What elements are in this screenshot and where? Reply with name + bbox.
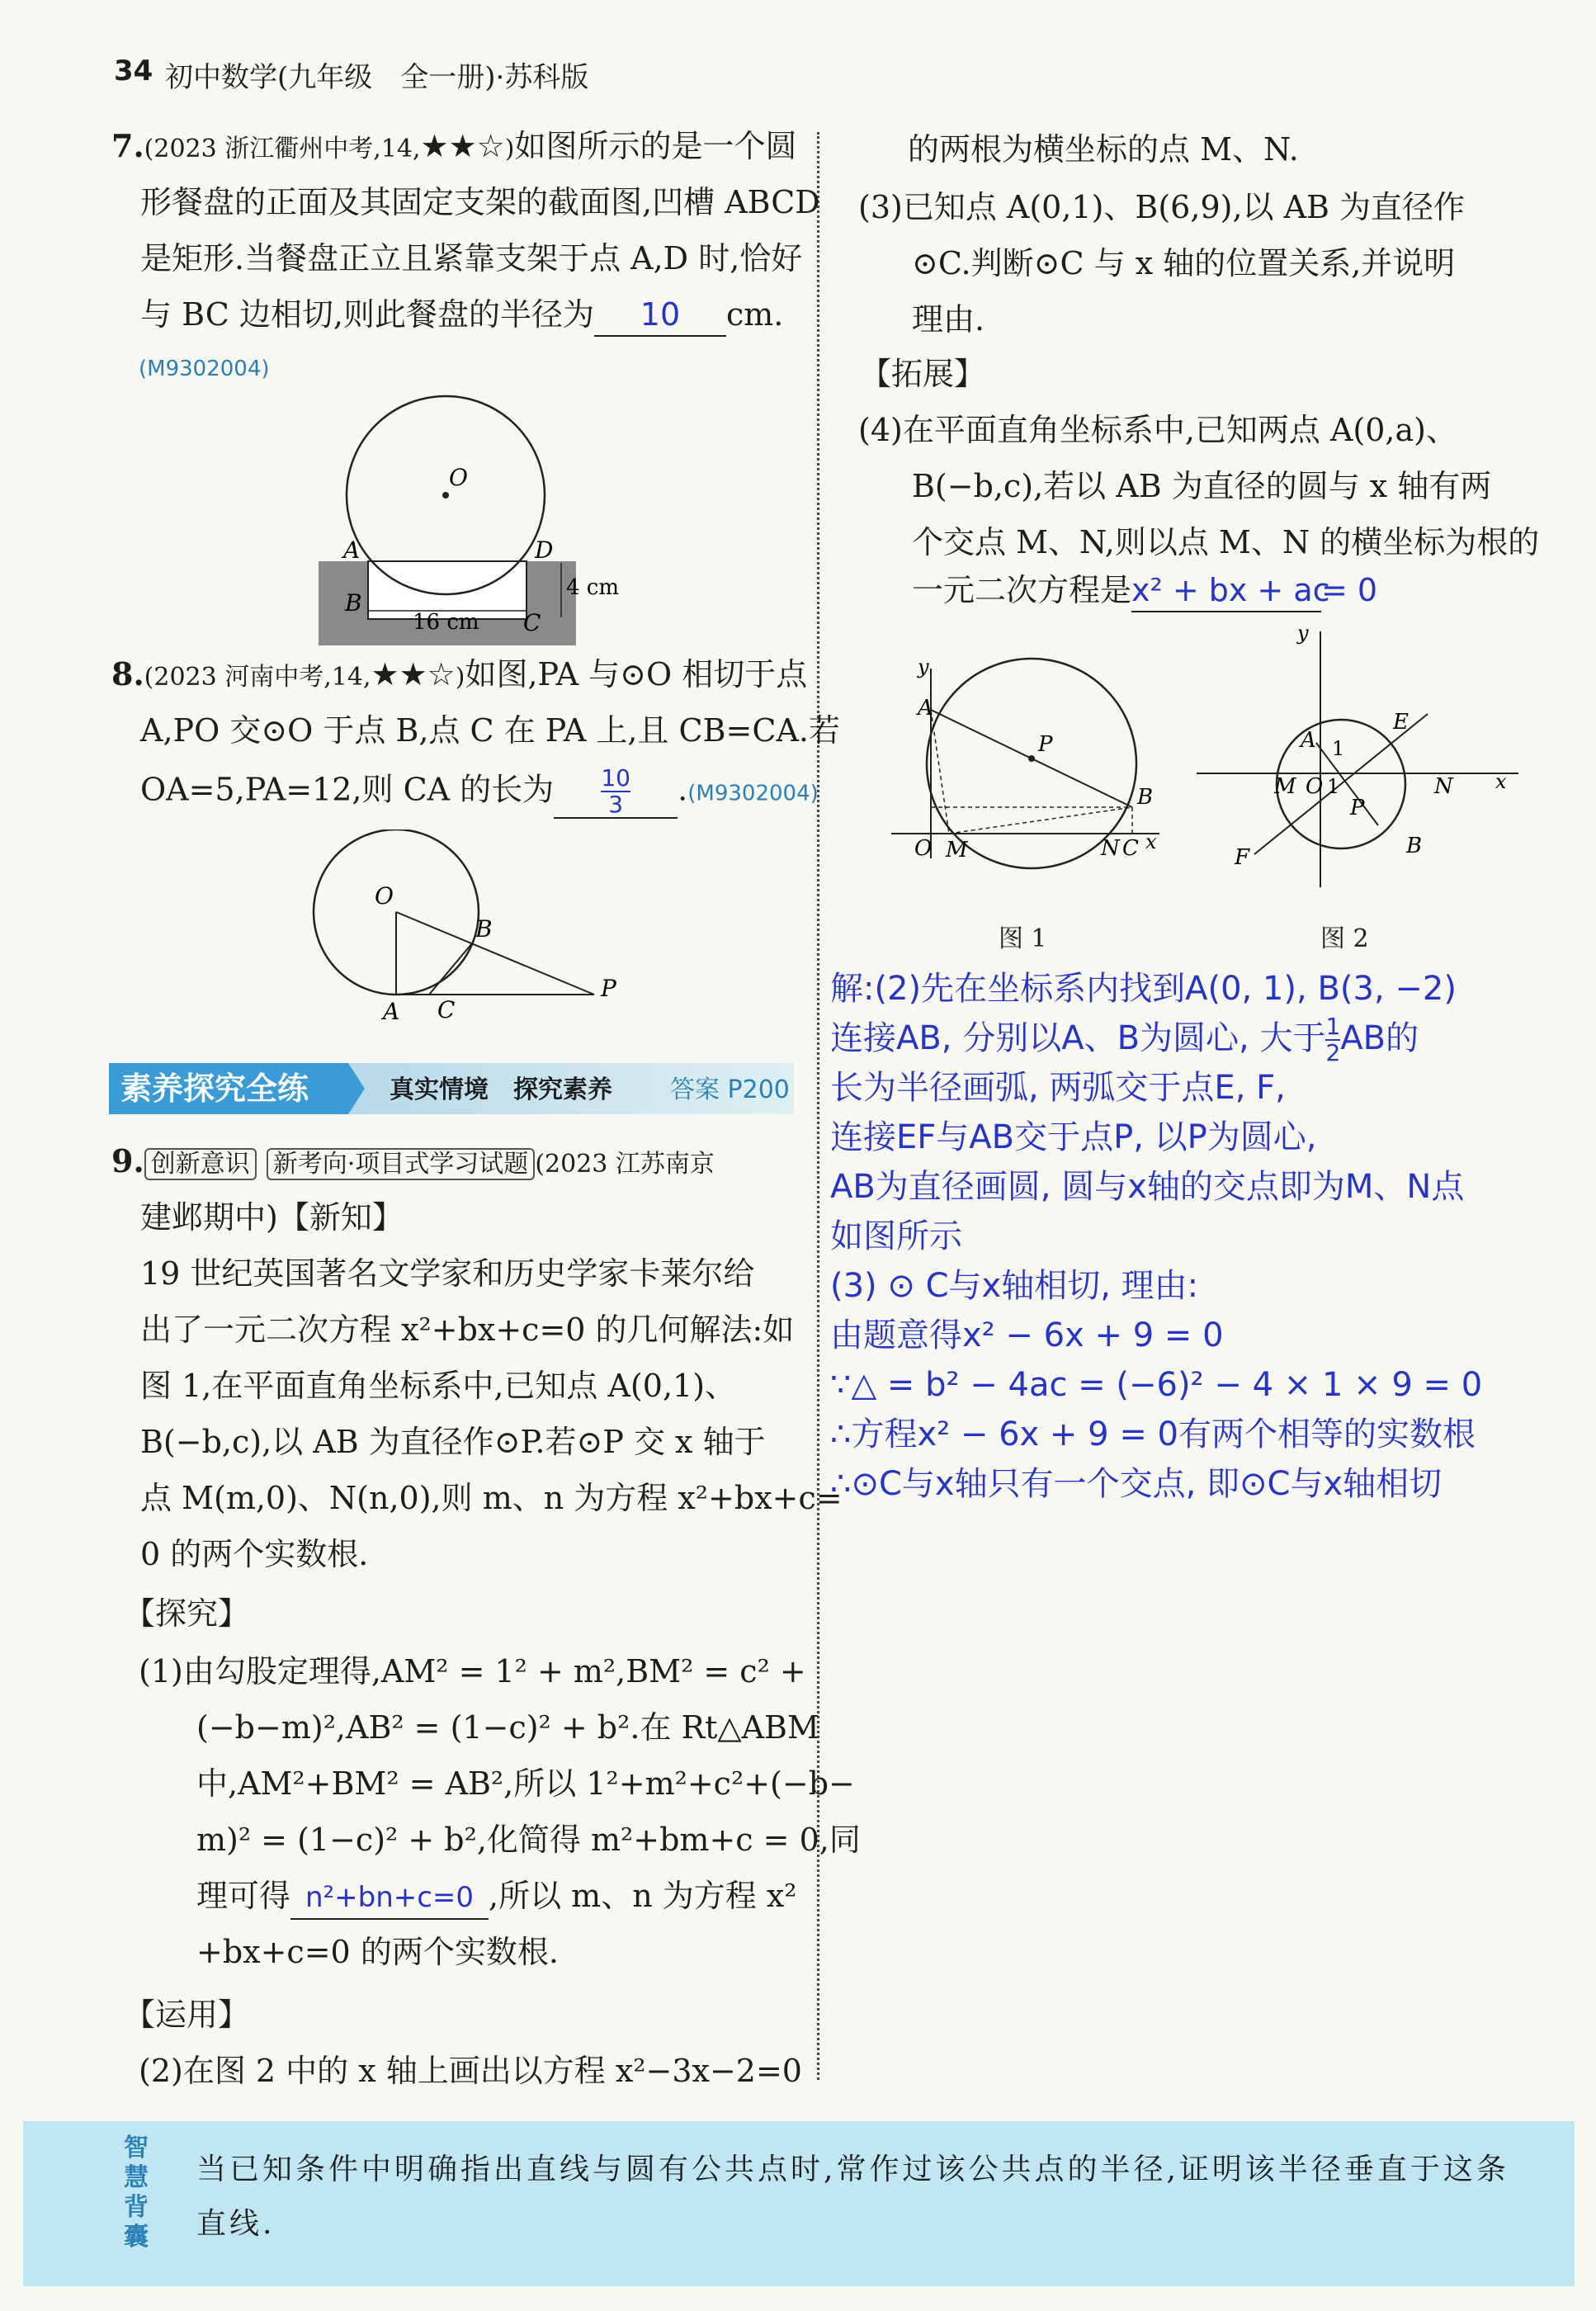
q9-p5: 点 M(m,0)、N(n,0),则 m、n 为方程 x²+bx+c= [140, 1480, 843, 1516]
solution-line-1: 解:(2)先在坐标系内找到A(0, 1), B(3, −2) [830, 970, 1457, 1008]
q9-q3-2: ⊙C.判断⊙C 与 x 轴的位置关系,并说明 [912, 245, 1456, 281]
q7-unit: cm. [725, 296, 784, 333]
solution-line-8: 由题意得x² − 6x + 9 = 0 [830, 1316, 1224, 1354]
solution-frac-den: 2 [1325, 1039, 1341, 1066]
fig2-label-a: A [1301, 728, 1316, 753]
q7-label-a: A [343, 536, 361, 564]
solution-line-2-text: 连接AB, 分别以A、B为圆心, 大于 [830, 1019, 1326, 1057]
fig2-label-f: F [1235, 845, 1250, 870]
q9-tag-1: 创新意识 [144, 1148, 257, 1180]
q8-text-2: A,PO 交⊙O 于点 B,点 C 在 PA 上,且 CB=CA.若 [140, 712, 840, 749]
fig1-center-dot [1028, 755, 1035, 762]
banner-answer-ref: 答案 P200 [670, 1075, 790, 1104]
banner-title: 素养探究全练 [120, 1070, 309, 1107]
solution-line-7: (3) ⊙ C与x轴相切, 理由: [830, 1267, 1199, 1305]
fig2-label-o: O [1306, 774, 1324, 799]
q9-q3-1: (3)已知点 A(0,1)、B(6,9),以 AB 为直径作 [858, 189, 1466, 225]
banner-subtitle-2: 探究素养 [513, 1075, 612, 1104]
q8-answer-num: 10 [601, 764, 630, 792]
solution-frac-num: 1 [1325, 1013, 1341, 1040]
fig1-label-b: B [1137, 785, 1154, 810]
q9-use-heading: 【运用】 [124, 1997, 250, 2033]
fig1-label-n: N [1101, 836, 1120, 861]
q9-u2: 的两根为横坐标的点 M、N. [908, 131, 1299, 168]
q9-line-1 [111, 1141, 715, 1185]
q7-text-3: 是矩形.当餐盘正立且紧靠支架于点 A,D 时,恰好 [140, 240, 803, 276]
q8-cb [429, 943, 472, 995]
q9-figure-1 [875, 652, 1172, 891]
q9-q4-answer: x² + bx + ac [1131, 569, 1321, 612]
fig1-label-p: P [1038, 732, 1053, 757]
q9-e5-answer: n²+bn+c=0 [290, 1877, 489, 1920]
fig2-label-n: N [1434, 774, 1453, 799]
q9-p6: 0 的两个实数根. [140, 1536, 369, 1572]
q8-line-3 [140, 766, 819, 819]
q7-number: 7. [111, 127, 144, 164]
q7-text-4: 与 BC 边相切,则此餐盘的半径为 [140, 296, 594, 333]
q8-code: (M9302004) [687, 781, 819, 806]
q9-e3: 中,AM²+BM² = AB²,所以 1²+m²+c²+(−b− [196, 1765, 855, 1802]
q7-text-2: 形餐盘的正面及其固定支架的截面图,凹槽 ABCD [140, 184, 820, 220]
q9-extend-heading: 【拓展】 [860, 356, 986, 392]
q8-text-1: 如图,PA 与⊙O 相切于点 [465, 656, 808, 692]
q9-p4: B(−b,c),以 AB 为直径作⊙P.若⊙P 交 x 轴于 [140, 1424, 766, 1460]
q7-figure [314, 388, 644, 652]
q8-label-p: P [601, 975, 616, 1002]
q9-q4-2: B(−b,c),若以 AB 为直径的圆与 x 轴有两 [912, 468, 1492, 504]
q9-number: 9. [111, 1142, 144, 1179]
q7-text-1: 如图所示的是一个圆 [514, 128, 797, 164]
q7-center-dot [442, 492, 449, 499]
fig1-label-y: y [918, 655, 929, 678]
q9-tag-2: 新考向·项目式学习试题 [267, 1148, 536, 1180]
solution-line-3: 长为半径画弧, 两弧交于点E, F, [830, 1069, 1286, 1107]
q8-line-1 [111, 654, 807, 698]
fig2-ab [1316, 743, 1378, 825]
q9-q4-4 [912, 569, 1377, 612]
q8-number: 8. [111, 655, 144, 692]
q8-text-3: OA=5,PA=12,则 CA 的长为 [140, 771, 555, 808]
solution-line-5: AB为直径画圆, 圆与x轴的交点即为M、N点 [830, 1168, 1465, 1206]
solution-line-9: ∵△ = b² − 4ac = (−6)² − 4 × 1 × 9 = 0 [830, 1366, 1483, 1404]
fig2-label-m: M [1274, 774, 1296, 799]
q7-line-1 [111, 125, 796, 170]
q9-source-1: (2023 江苏南京 [535, 1150, 715, 1179]
q7-source-end: ) [504, 135, 515, 163]
q8-label-b: B [475, 915, 493, 943]
q8-label-c: C [437, 996, 456, 1019]
q7-height-label: 4 cm [566, 575, 620, 600]
q7-label-c: C [523, 609, 541, 636]
solution-line-6: 如图所示 [830, 1217, 962, 1255]
solution-line-2 [830, 1014, 1419, 1066]
banner-subtitle-1: 真实情境 [390, 1075, 489, 1104]
q7-label-o: O [449, 464, 468, 491]
q9-e5-rest: ,所以 m、n 为方程 x² [489, 1878, 797, 1914]
fig1-label-x: x [1145, 830, 1157, 853]
q9-e4: m)² = (1−c)² + b²,化简得 m²+bm+c = 0,同 [196, 1822, 861, 1858]
q9-e2: (−b−m)²,AB² = (1−c)² + b².在 Rt△ABM [196, 1709, 819, 1746]
q9-p2: 出了一元二次方程 x²+bx+c=0 的几何解法:如 [140, 1311, 795, 1348]
fig2-label-x: x [1495, 770, 1507, 793]
tip-label: 智慧背囊 [124, 2134, 149, 2252]
q7-source: (2023 浙江衢州中考,14, [144, 135, 421, 163]
fig1-label-m: M [946, 838, 968, 862]
tip-text: 当已知条件中明确指出直线与圆有公共点时,常作过该公共点的半径,证明该半径垂直于这条直线. [196, 2153, 1509, 2241]
q9-e5 [196, 1875, 797, 1920]
q9-q3-3: 理由. [912, 301, 985, 338]
fig1-label-c: C [1122, 836, 1139, 861]
page-number: 34 [114, 54, 153, 87]
q9-source-2: 建邺期中)【新知】 [140, 1199, 404, 1236]
solution-line-11: ∴⊙C与x轴只有一个交点, 即⊙C与x轴相切 [830, 1465, 1443, 1503]
q8-op [396, 912, 594, 995]
q9-e1: (1)由勾股定理得,AM² = 1² + m²,BM² = c² + [139, 1653, 806, 1690]
q9-e6: +bx+c=0 的两个实数根. [196, 1934, 559, 1970]
fig2-label-p: P [1350, 796, 1365, 820]
q8-figure [305, 829, 635, 1019]
q7-code: (M9302004) [139, 357, 270, 381]
q8-source-end: ) [455, 663, 465, 692]
book-title: 初中数学(九年级 全一册)·苏科版 [165, 61, 589, 94]
fig2-label-b: B [1406, 834, 1423, 858]
solution-line-10: ∴方程x² − 6x + 9 = 0有两个相等的实数根 [830, 1415, 1476, 1453]
q7-label-b: B [345, 589, 362, 617]
q7-label-d: D [535, 536, 554, 564]
fig2-caption: 图 2 [1320, 924, 1369, 953]
solution-line-4: 连接EF与AB交于点P, 以P为圆心, [830, 1118, 1317, 1156]
q8-answer-den: 3 [608, 791, 624, 818]
q8-answer [554, 766, 678, 819]
fig2-label-one-y: 1 [1332, 737, 1345, 760]
q9-p1: 19 世纪英国著名文学家和历史学家卡莱尔给 [140, 1255, 755, 1292]
fig1-caption: 图 1 [999, 924, 1047, 953]
q7-width-label: 16 cm [413, 610, 479, 635]
fig1-mb [949, 807, 1132, 834]
q7-answer: 10 [594, 294, 726, 337]
fig2-label-y: y [1297, 623, 1309, 645]
q9-q4-3: 个交点 M、N,则以点 M、N 的横坐标为根的 [912, 524, 1540, 560]
fig2-label-e: E [1393, 710, 1409, 735]
q9-q4-1: (4)在平面直角坐标系中,已知两点 A(0,a)、 [858, 412, 1457, 448]
q7-line-4 [140, 294, 783, 337]
q8-label-o: O [375, 882, 394, 910]
q9-explore-heading: 【探究】 [124, 1595, 250, 1632]
fig1-label-a: A [918, 696, 933, 721]
q9-q4-text: 一元二次方程是 [912, 572, 1132, 608]
q9-e5-text: 理可得 [196, 1878, 291, 1914]
q8-source: (2023 河南中考,14, [144, 663, 371, 692]
fig1-label-o: O [914, 836, 933, 861]
q8-period: . [678, 771, 688, 808]
difficulty-stars-icon: ★★☆ [371, 656, 456, 692]
q9-figure-2 [1188, 623, 1527, 896]
solution-line-2-rest: AB的 [1340, 1019, 1419, 1057]
section-banner [109, 1063, 794, 1114]
difficulty-stars-icon: ★★☆ [420, 128, 505, 164]
fig2-label-one-x: 1 [1327, 775, 1340, 798]
q9-p3: 图 1,在平面直角坐标系中,已知点 A(0,1)、 [140, 1368, 737, 1404]
q8-label-a: A [383, 998, 400, 1019]
q9-q4-rhs: = 0 [1321, 572, 1378, 608]
q9-u1: (2)在图 2 中的 x 轴上画出以方程 x²−3x−2=0 [139, 2053, 802, 2089]
